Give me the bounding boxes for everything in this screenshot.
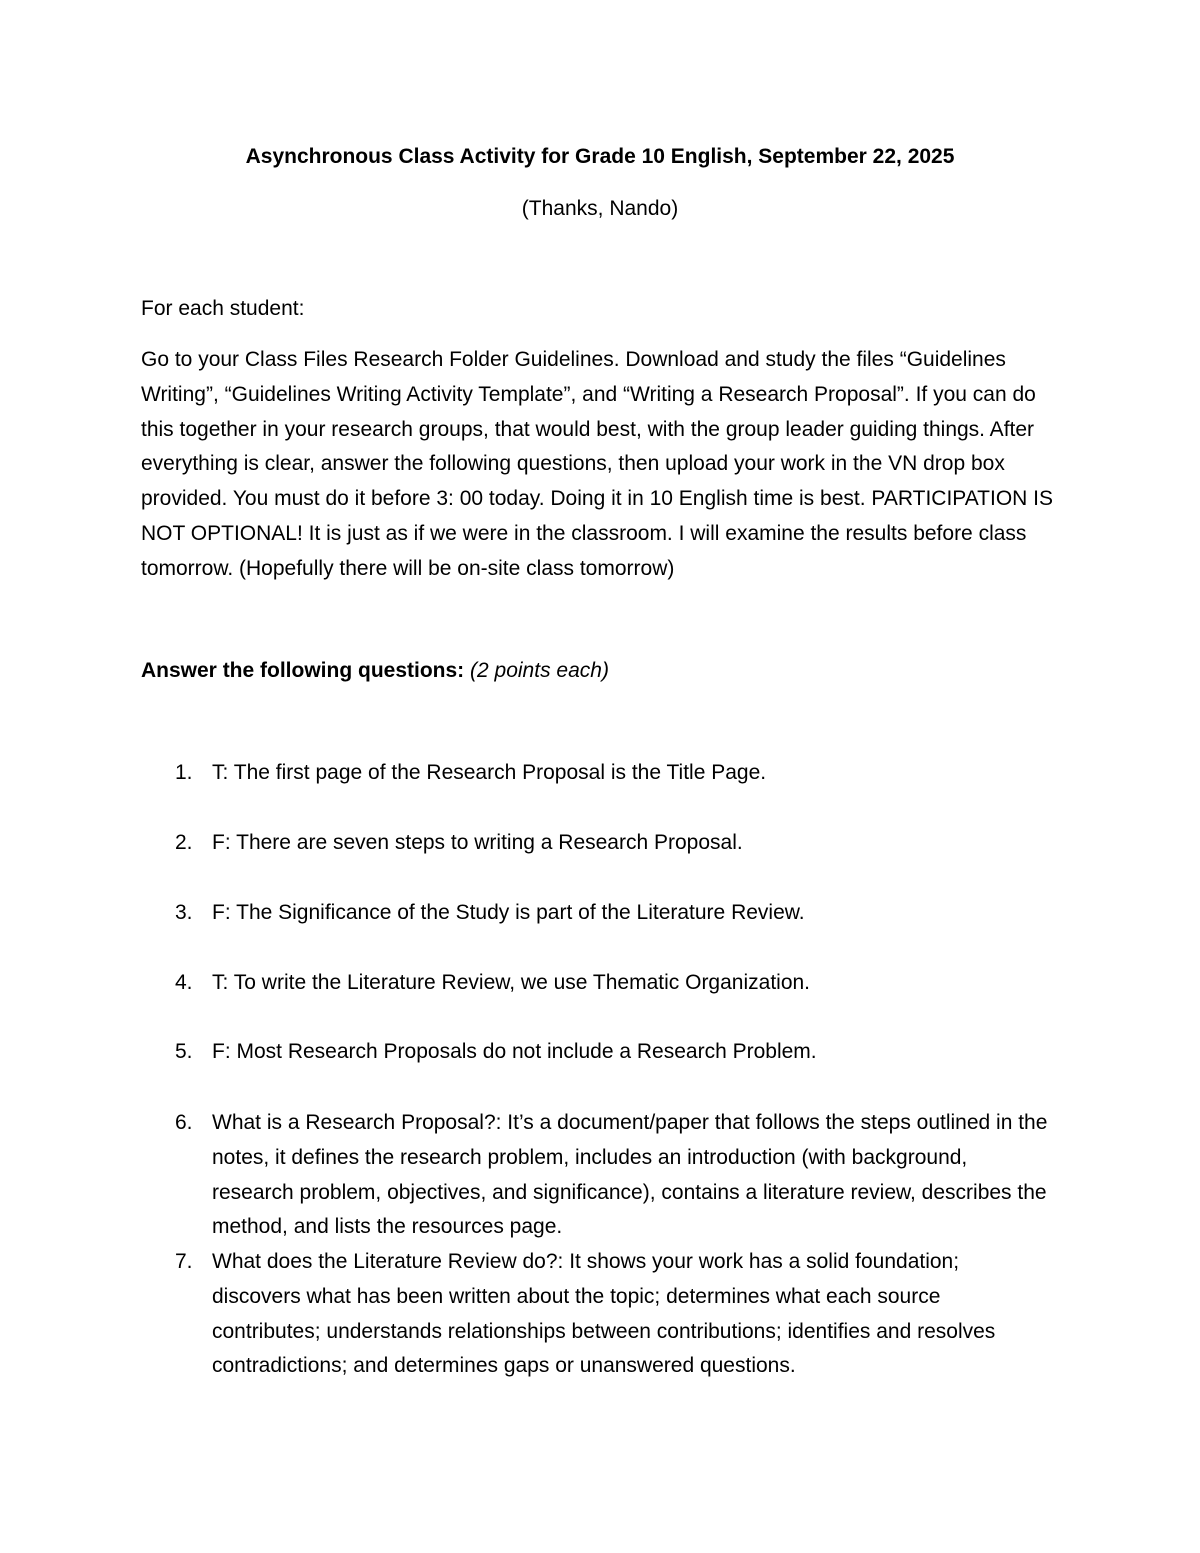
question-text: F: The Significance of the Study is part of the Literature Review.: [212, 901, 805, 924]
question-number: 4.: [175, 971, 193, 994]
question-item: [141, 756, 1061, 791]
question-text: What does the Literature Review do?: It shows your work has a solid foundation; discovers what has been written about the topic; determines what each source contributes; understands relationships between contributions; identifies and resolves contradictions; and determines gaps or unanswered questions.: [212, 1250, 996, 1378]
questions-heading: [141, 654, 609, 688]
question-number: 2.: [175, 831, 193, 854]
question-number: 6.: [175, 1111, 193, 1134]
question-item: [141, 826, 1061, 861]
question-text: F: There are seven steps to writing a Research Proposal.: [212, 831, 743, 854]
question-item: [141, 1106, 1061, 1245]
question-number: 1.: [175, 761, 193, 784]
intro-label: For each student:: [141, 297, 305, 320]
questions-heading-label: Answer the following questions:: [141, 659, 465, 682]
document-subtitle: (Thanks, Nando): [521, 197, 679, 220]
question-item: [141, 896, 1061, 931]
document-title: Asynchronous Class Activity for Grade 10 English, September 22, 2025: [245, 145, 955, 168]
question-item: [141, 1035, 1061, 1070]
question-text: T: The first page of the Research Proposal is the Title Page.: [212, 761, 767, 784]
instructions-paragraph: Go to your Class Files Research Folder Guidelines. Download and study the files “Guidelines Writing”, “Guidelines Writing Activity Template”, and “Writing a Research Proposal”. If you can do this together in your research groups, that would best, with the group leader guiding things. After everything is clear, answer the following questions, then upload your work in the VN drop box provided. You must do it before 3: 00 today. Doing it in 10 English time is best. PARTICIPATION IS NOT OPTIONAL! It is just as if we were in the classroom. I will examine the results before class tomorrow. (Hopefully there will be on-site class tomorrow): [141, 348, 1054, 580]
question-item: [141, 1245, 1061, 1384]
question-number: 3.: [175, 901, 193, 924]
question-text: F: Most Research Proposals do not include a Research Problem.: [212, 1040, 817, 1063]
question-number: 7.: [175, 1250, 193, 1273]
questions-points-note: (2 points each): [470, 659, 609, 682]
question-text: What is a Research Proposal?: It’s a document/paper that follows the steps outlined in the notes, it defines the research problem, includes an introduction (with background, research problem, objectives, and significance), contains a literature review, describes the method, and lists the resources page.: [212, 1111, 1048, 1239]
question-item: [141, 966, 1061, 1001]
question-number: 5.: [175, 1040, 193, 1063]
question-text: T: To write the Literature Review, we use Thematic Organization.: [212, 971, 811, 994]
